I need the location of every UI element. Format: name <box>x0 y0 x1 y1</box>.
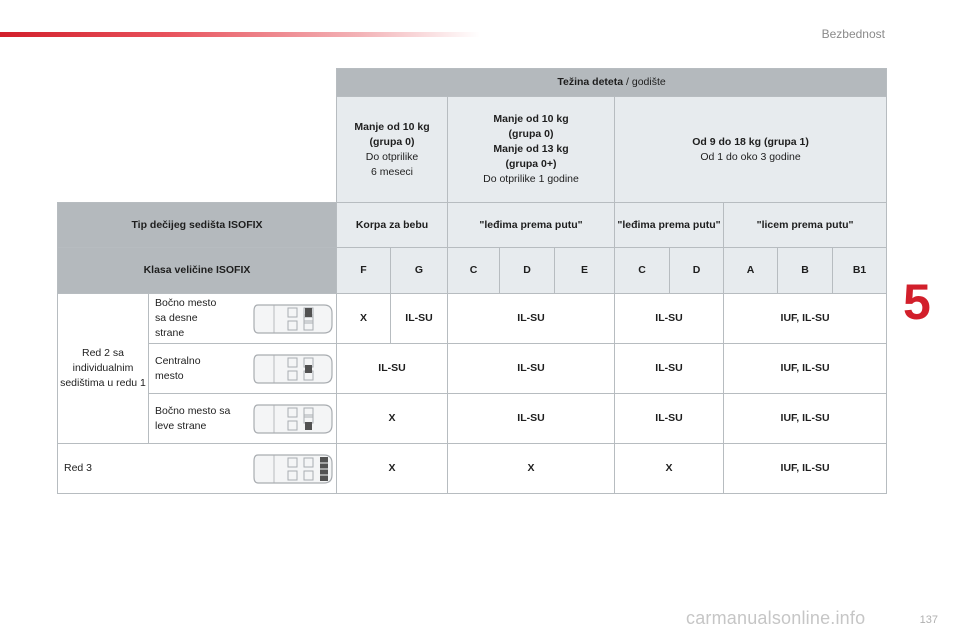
group-cell-1: Manje od 10 kg (grupa 0) Manje od 13 kg (grupa 0+) Do otprilike 1 godine <box>448 97 615 203</box>
size-class-cell: D <box>500 248 555 294</box>
van-seat-left-icon <box>252 399 334 439</box>
compat-cell: X <box>337 394 448 444</box>
compat-cell: IL-SU <box>448 394 615 444</box>
compat-cell: IL-SU <box>615 394 724 444</box>
size-class-cell: B <box>778 248 833 294</box>
seat-position-cell <box>149 394 337 444</box>
seat-type-row <box>58 203 887 248</box>
compat-cell: IUF, IL-SU <box>724 394 887 444</box>
seat-type-cell: "leđima prema putu" <box>448 203 615 248</box>
seat-type-label: Tip dečijeg sedišta ISOFIX <box>58 203 337 248</box>
seat-position-cell <box>58 444 337 494</box>
table-row <box>58 394 887 444</box>
seat-position-label: Centralno mesto <box>155 354 201 382</box>
section-title: Bezbednost <box>821 27 885 41</box>
group-cell-2: Od 9 do 18 kg (grupa 1) Od 1 do oko 3 godine <box>615 97 887 203</box>
weight-header: Težina deteta / godište <box>337 69 887 97</box>
compat-cell: X <box>615 444 724 494</box>
compat-cell: IL-SU <box>337 344 448 394</box>
compat-cell: IUF, IL-SU <box>724 344 887 394</box>
seat-type-cell: "leđima prema putu" <box>615 203 724 248</box>
header-accent-bar <box>0 32 480 37</box>
van-seat-right-icon <box>252 299 334 339</box>
compat-cell: IL-SU <box>615 294 724 344</box>
seat-position-cell <box>149 344 337 394</box>
size-class-cell: D <box>670 248 724 294</box>
compat-cell: X <box>448 444 615 494</box>
compat-cell: IL-SU <box>615 344 724 394</box>
van-row3-icon <box>252 449 334 489</box>
size-class-cell: A <box>724 248 778 294</box>
chapter-number: 5 <box>903 274 931 330</box>
size-class-cell: B1 <box>833 248 887 294</box>
compat-cell: IL-SU <box>448 294 615 344</box>
table-row <box>58 444 887 494</box>
seat-position-label: Bočno mesto sa leve strane <box>155 404 231 432</box>
size-class-label: Klasa veličine ISOFIX <box>58 248 337 294</box>
seat-position-label: Red 3 <box>64 462 93 474</box>
group-row <box>58 97 887 203</box>
size-class-row <box>58 248 887 294</box>
size-class-cell: C <box>615 248 670 294</box>
table-row <box>58 294 887 344</box>
row2-label: Red 2 sa individualnim sedištima u redu 1 <box>58 294 149 444</box>
size-class-cell: C <box>448 248 500 294</box>
compat-cell: X <box>337 294 391 344</box>
size-class-cell: G <box>391 248 448 294</box>
compat-cell: X <box>337 444 448 494</box>
compat-cell: IUF, IL-SU <box>724 444 887 494</box>
size-class-cell: F <box>337 248 391 294</box>
watermark: carmanualsonline.info <box>686 608 866 628</box>
compat-cell: IL-SU <box>448 344 615 394</box>
isofix-table <box>57 68 887 494</box>
group-cell-0: Manje od 10 kg (grupa 0) Do otprilike 6 meseci <box>337 97 448 203</box>
seat-position-label: Bočno mesto sa desne strane <box>155 297 217 339</box>
seat-type-cell: Korpa za bebu <box>337 203 448 248</box>
size-class-cell: E <box>555 248 615 294</box>
weight-header-row <box>58 69 887 97</box>
table-row <box>58 344 887 394</box>
page-number: 137 <box>919 614 938 626</box>
compat-cell: IL-SU <box>391 294 448 344</box>
seat-position-cell <box>149 294 337 344</box>
compat-cell: IUF, IL-SU <box>724 294 887 344</box>
seat-type-cell: "licem prema putu" <box>724 203 887 248</box>
van-seat-center-icon <box>252 349 334 389</box>
